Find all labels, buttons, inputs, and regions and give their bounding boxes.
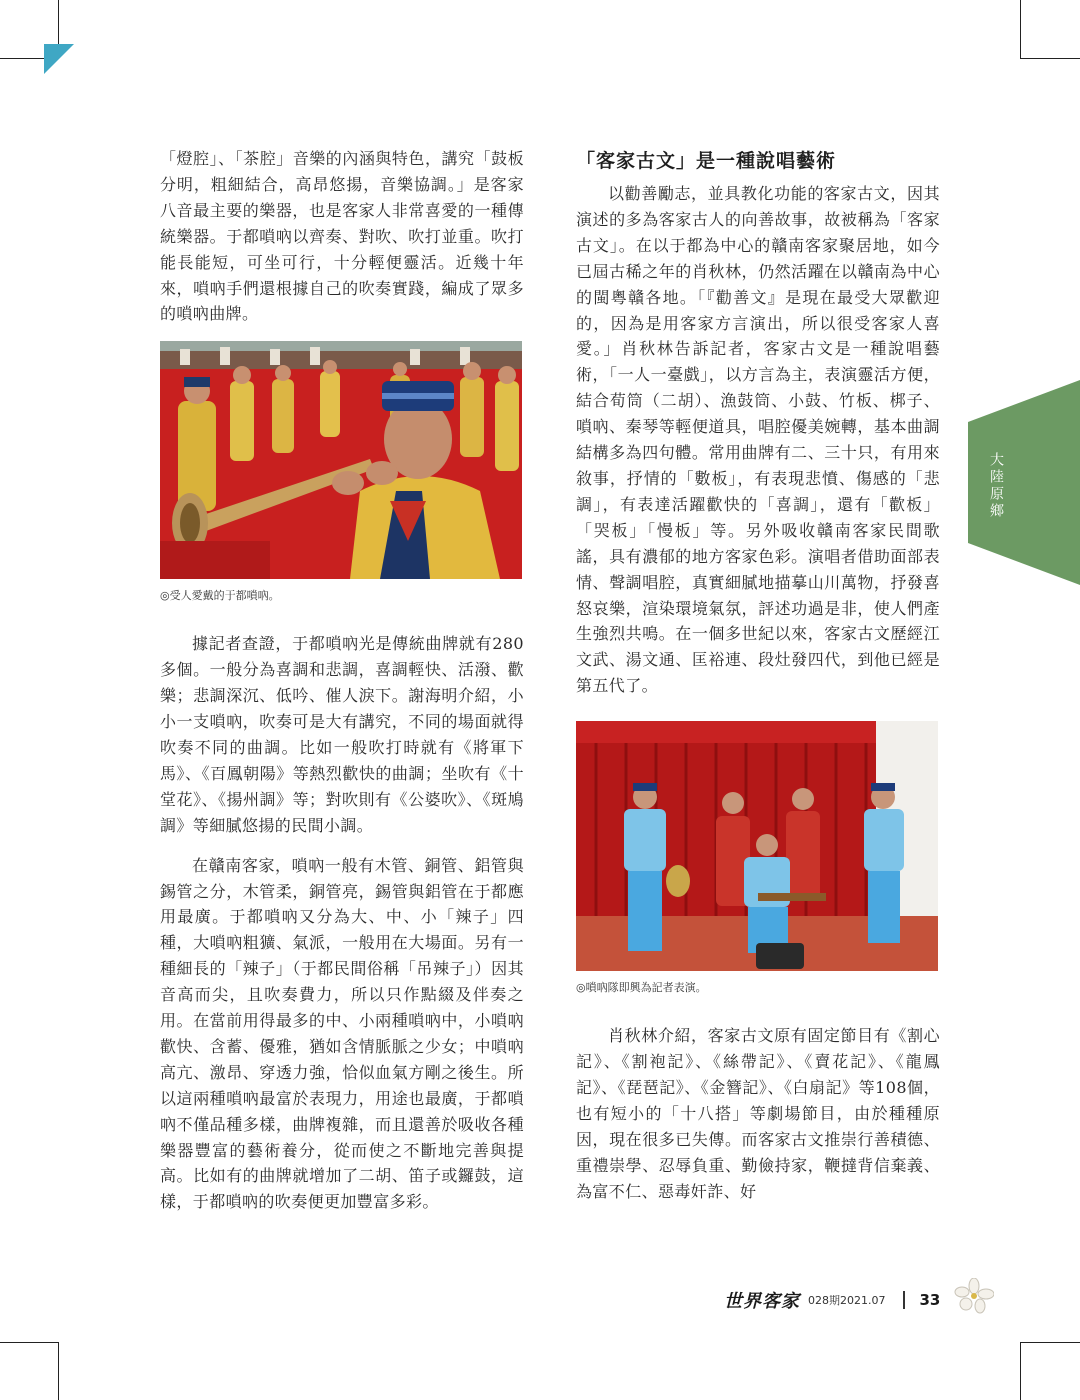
issue-info: 028期2021.07 xyxy=(808,1294,886,1307)
page-number: 33 xyxy=(919,1291,941,1309)
suona-player-illustration xyxy=(160,341,522,579)
side-section-tab xyxy=(968,380,1080,585)
crop-mark-br-h xyxy=(1020,1342,1080,1343)
footer-divider xyxy=(903,1291,905,1309)
right-paragraph-1: 以勸善勵志，並具教化功能的客家古文，因其演述的多為客家古人的向善故事，故被稱為「客家古文」。在以于都為中心的贛南客家聚居地，如今已屆古稀之年的肖秋林，仍然活躍在以贛南為中心的閩粵贛各地。「『勸善文』是現在最受大眾歡迎的，因為是用客家方言演出，所以很受客家人喜愛。」肖秋林告訴記者，客家古文是一種說唱藝術，「一人一臺戲」，以方言為主，表演靈活方便，結合荀筒（二胡）、漁鼓筒、小鼓、竹板、梆子、嗩吶、秦琴等輕便道具，唱腔優美婉轉，基本曲調結構多為四句體。常用曲牌有二、三十只，有用來敘事，抒情的「數板」，有表現悲憤、傷感的「悲調」，有表達活躍歡快的「喜調」，還有「歡板」「哭板」「慢板」等。另外吸收贛南客家民間歌謠，具有濃郁的地方客家色彩。演唱者借助面部表情、聲調唱腔，真實細膩地描摹山川萬物，抒發喜怒哀樂，渲染環境氣氛，評述功過是非，使人們產生強烈共鳴。在一個多世紀以來，客家古文歷經江文武、湯文通、匡裕連、段灶發四代，到他已經是第五代了。 xyxy=(576,184,940,696)
crop-mark-br-v xyxy=(1020,1342,1021,1400)
right-paragraph-2: 肖秋林介紹，客家古文原有固定節目有《割心記》、《割袍記》、《絲帶記》、《賣花記》、《龍鳳記》、《琵琶記》、《金簪記》、《白扇記》等108個，也有短小的「十八搭」等劇場節目，由於種種原因，現在很多已失傳。而客家古文推崇行善積德、重禮崇學、忍辱負重、勤儉持家，鞭撻背信棄義、為富不仁、惡毒奸詐、好 xyxy=(576,1026,940,1201)
right-column xyxy=(576,146,940,1204)
left-paragraph-intro: 「燈腔」、「茶腔」音樂的內涵與特色，講究「鼓板分明，粗細結合，高昂悠揚，音樂協調。」是客家八音最主要的樂器，也是客家人非常喜愛的一種傳統樂器。于都嗩吶以齊奏、對吹、吹打並重。吹打能長能短，可坐可行，十分輕便靈活。近幾十年來，嗩吶手們還根據自己的吹奏實踐，編成了眾多的嗩吶曲牌。 xyxy=(160,149,524,324)
corner-triangle xyxy=(44,44,74,74)
crop-mark-tr-h xyxy=(1020,58,1080,59)
right-photo-caption: ◎嗩吶隊即興為記者表演。 xyxy=(576,981,707,995)
crop-mark-bl-h xyxy=(0,1342,58,1343)
left-column xyxy=(160,146,524,1215)
left-paragraph-2: 據記者查證，于都嗩吶光是傳統曲牌就有280多個。一般分為喜調和悲調，喜調輕快、活潑、歡樂；悲調深沉、低吟、催人淚下。謝海明介紹，小小一支嗩吶，吹奏可是大有講究，不同的場面就得吹奏不同的曲調。比如一般吹打時就有《將軍下馬》、《百鳳朝陽》等熱烈歡快的曲調；坐吹有《十堂花》、《揚州調》等；對吹則有《公婆吹》、《斑鳩調》等細膩悠揚的民間小調。 xyxy=(160,634,524,835)
left-photo-caption: ◎受人愛戴的于都嗩吶。 xyxy=(160,589,280,603)
section-heading: 「客家古文」是一種說唱藝術 xyxy=(576,150,837,172)
side-tab-label: 大陸原鄉 xyxy=(988,452,1004,520)
band-performance-photo xyxy=(576,721,938,971)
suona-player-photo xyxy=(160,341,522,579)
flower-icon xyxy=(954,1278,994,1314)
page-footer xyxy=(724,1288,940,1312)
magazine-name: 世界客家 xyxy=(724,1291,800,1312)
crop-mark-bl-v xyxy=(58,1342,59,1400)
band-performance-illustration xyxy=(576,721,938,971)
crop-mark-tr-v xyxy=(1020,0,1021,58)
left-paragraph-3: 在贛南客家，嗩吶一般有木管、銅管、鋁管與錫管之分，木管柔，銅管亮，錫管與鋁管在于都應用最廣。于都嗩吶又分為大、中、小「辣子」四種，大嗩吶粗獷、氣派，一般用在大場面。另有一種細長的「辣子」（于都民間俗稱「吊辣子」）因其音高而尖，且吹奏費力，所以只作點綴及伴奏之用。在當前用得最多的中、小兩種嗩吶中，小嗩吶歡快、含蓄、優雅，猶如含情脈脈之少女；中嗩吶高亢、激昂、穿透力強，恰似血氣方剛之後生。所以這兩種嗩吶最富於表現力，用途也最廣，于都嗩吶不僅品種多樣，曲牌複雜，而且還善於吸收各種樂器豐富的藝術養分，從而使之不斷地完善與提高。比如有的曲牌就增加了二胡、笛子或鑼鼓，這樣，于都嗩吶的吹奏便更加豐富多彩。 xyxy=(160,855,524,1212)
